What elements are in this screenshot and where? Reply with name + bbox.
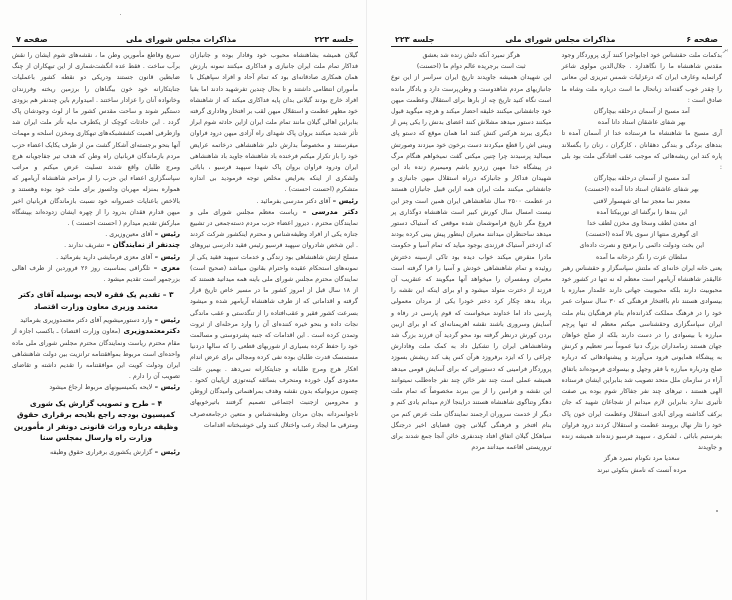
columns	[391, 50, 722, 476]
speaker-name: رئیس –	[152, 447, 180, 456]
scan-speck	[120, 14, 121, 15]
speech-text: آقای معین‌وزیری .	[105, 231, 153, 239]
verse-line: سعدیا مرد نکونام نمیرد هرگز	[603, 455, 680, 463]
speech-paragraph	[12, 315, 180, 326]
speaker-name: رئیس –	[152, 252, 180, 261]
verse-line: بهر شفای عاشقان استاد دانا آمده (احسنت)	[584, 186, 699, 194]
column-right	[190, 50, 358, 458]
speaker-name: چندنفر از نمایندگان –	[104, 241, 180, 250]
page-number: صفحه ۷	[16, 35, 48, 44]
body-paragraph: سریع وقاطع مأمورین وطن ما ، نقشه‌های شوم ایشان را نقش برآب ساخت . فقط عده انگشت‌شماری از این تبهکاران از چنگ ضابطین قانون جستند ودریکی دو نقطه کشور باعملیات جنایتکارانه خود خون بیگناهان را برزمین ریخته وفرزندان وخانواده آنان را عزادار ساختند . امیدوارم باین چندنفر هم بزودی دستگیر شوند و ساحت مقدس کشور ما از لوث وجودشان پاک گردد . این حادثات کوچک از یکطرف مایه تأثر ملت ایران شد وازطرفی اهمیت کشفشبکه‌های تبهکاری ومخزن اسلحه و مهمات آنها بنحو برجسته‌ای آشکار گشت من از طرف یکایک اعضاء حزب مردم بازماندگان قربانیان راه وطن که هدف تیر جفاجویانه هرج ومرج طلبان واقع شدند تسلیت عرض میکنم و مراتب سپاسگزاری اعضاء این حزب را از مراحم شاهنشاه آریامهر که همواره بمنزله مهربان ودلسوز برای ملت خود بوده وهستند و بالاخص باعنایات خسروانه خود نسبت بازماندگان قربانیان اخیر میهن قدارم فقدان بدرود را از چهره ایشان زدوده‌اند بپیشگاه مبارکش تقدیم میدارم ( احسنت احسنت ) .	[12, 52, 180, 228]
running-title: مذاکرات مجلس شورای ملی	[126, 35, 237, 44]
scan-speck	[716, 510, 718, 512]
verse-line: بهر شفای عاشقان استاد دانا آمده	[597, 119, 686, 127]
speech-paragraph	[12, 382, 180, 393]
speech-text: آقای دکتر مدرسی بفرمائید .	[256, 197, 331, 205]
speech-paragraph	[12, 447, 180, 458]
speech-text: ریاست معظم مجلس شورای ملی و نمایندگان محترم ، دیروز اعضاء حزب مردم دسته‌جمعی در تشییع جنازه یکی از افراد وظیفه‌شناس و محترم اینکشور شرکت کردند . این شخص شادروان سپهبد فرسیو رئیس فقید دادرسی نیروهای مسلح ارتش شاهنشاهی بود زندگی و خدمات سپهبد فقید یکی از نمونه‌های استحکام عقیده واحترام بقانون میباشد (صحیح است) نمایندگان محترم مجلس شورای ملی باینه همه میدانید هستند که از ۱۸ سال قبل از امروز کشور ما در مسیر خاص تاریخ قرار گرفته و اقداماتی که از طرف شاهنشاه آریامهر شده و میشود بسرعت کشور فقیر و عقب‌افتاده را از تنگدستی و عقب ماندگی نجات داده و بنحو خیره کننده‌ای آن را وارد مرحله‌ای از ثروت وتمدن کرده است . این اقدامات که جنبه پشردوستی و مسالمت خود را حفظ کرده بسیاری از شوربهای قطعی را که سالها دردنیا مستمسک قدرت طلبان بوده نفی کرده ومجالی برای عرض اندام افکار هرج ومرج طلبانه و جنایتکارانه نمی‌دهد . بهمین علت معدودی گول خورده ومنحرف بسائقه کینه‌توزی ازپایبان کحود . چسون مزبوانیکه بدون نقشه وهدف بمراهنماتی وامیدگان ازوطن و محرومین ازجنبت اجتماعی تصمیم گرفتند باتیرخوبهای ناجوانمردانه بجان مردان وظیفه‌شناس و متعین درجامعه‌صرف ومترقی ما ایجاد رعب واختلال کنند ولی خوشبختانه اقدامات	[190, 208, 358, 429]
running-title: مذاکرات مجلس شورای ملی	[505, 35, 616, 44]
column-right	[562, 50, 723, 476]
speaker-name: رئیس –	[152, 316, 180, 325]
verse-line: معجز نما معجز نما ای شهسوار لافتی	[593, 197, 691, 205]
speech-paragraph	[12, 263, 180, 285]
verse-line: این بندها را برگشا ای نوربیکتا آمده	[596, 208, 687, 216]
body-paragraph: این شهیدان همیشه جاویدند تاریخ ایران سراسر از این نوع جانبازیهای مردم شاهدوست و وطن‌پرست دارد و یادگار مانده است نگاه کنید تاریخ چه از بارها برای استقلال وعظمت میهن خود جانفشانی میکنند خلیفه احضار میکند و هرچه میگوید قبول میکنند دستور میدهد مشلاش کنند اعضای بدنش را یکی پس از دیگری ببرند هرکس کنش کنند اما همان موقع که دستو پای وبینی اش را قطع میکردند دست برخون خود میزدند وصورتش میمالید پرسیدند چرا چنین میکنی گفت نمیخواهم هنگام مرگ در پیشگاه خدا مهین زردرو باشم ومیمیرم زنده باد این شهیدان فداکار و جانبازکه درراه استقلال میهن جانبازی و جانفشانی میکنند ملت ایران همه ازاین قبیل جانبازان هستند در عظمت ۲۵۰۰ سال شاهنشاهی ایران همین است وجز این نیست امسال سال کورش کبیر است شاهنشاه دوگذاری پر فروغ مگر تاریخ فراموشمان شده موقعی که آستیاک دستور میدهد ساحنظران میدانند معبران اینطور پیش بینی کرده بودند که ازدختر آستیاک فرزندی بوجود میاید که تمام آسیا و حکومت مادرا منقرض میکند خواب دیده بود تاکی ازسینه دخترش روئیده و تمام شاهنشاهی خودش و آسیا را فرا گرفته است معبران ومفسران را میخواهد آنها میگویند که عنقریب آن فرزند از دخترت متولد میشود و او برای اینکه این نقشه را برباد بدهد چکار کرد دختر خودرا یکی از مردان معمولی پارسی داد اما خداوند میخواست که قوم پارسی در رفاه و آسایش وسروری باشند نقشه اهریمنانه‌ای که او برای ازبین بردن کورش درنظر گرفته بود محو گردید آن فرزند بزرگ شد وشاهنشاهی ایران را تشکیل داد به کمک ملت وفادارش چراغی را که ایزد برفروزد هرآن کس پف کند ریشش بسوزد پروردگار فرامینی که دستوراتی که برای آسایش قومی میدهد همیشه عملی است چند نفر خائن چند نفر جاه‌طلب نمیتوانند این نقشه و فرامین را از بین ببرند مخصوصاً که تمام ملت دهگر وتناگوی شاهنشاه هستند دراینجا لازم میدانم یادی کنم و دیگر از خدمت سروران ارجمند نمایندگان ملت عرض کنم من بنام افتخر و فرهنگی گیلانی چون قضایای اخیر درجنگل سیاهکل گیلان اتفاق افتاد چندنفری خائن آنجا جمع شدند برای تروریستی اقاعمه میدانند مردم	[391, 74, 552, 452]
verse-line: ای معدن لطف وسخا وی مخزن لطف خدا	[587, 220, 697, 228]
page-6	[366, 0, 732, 600]
verse-line: این بخت ودولت دائمی را برفتح و نصرت داده‌ای	[579, 242, 704, 250]
speech-paragraph	[190, 196, 358, 207]
speaker-name: رئیس –	[330, 196, 358, 205]
verse-line: ای گوهری منتها از سوی بالا آمده (احسنت)	[585, 231, 698, 239]
speech-text: (معاون وزارت اقتصاد) ـ باکسب اجازه از مقام محترم ریاست ونمایندگان محترم مجلس شورای ملی ماده واحده‌ای است مربوط بموافقتنامه ترانزیت بین دولت شاهنشاهی ایران ودولت کویت این موافقتنامه را تقدیم داشته و تقاضای تصویب آن را دارم .	[12, 328, 180, 381]
speech-text: وارد دستورمیشویم آقای دکتر معتمدوزیری بفرمائید	[20, 317, 153, 325]
verse-line: هرگز نمیرد آنکه دلش زنده شد بعشق	[422, 52, 521, 59]
speech-text: لایحه بکمیسیونهای مربوط ارجاع میشود	[49, 384, 153, 392]
speech-paragraph	[12, 240, 180, 251]
speech-paragraph	[12, 326, 180, 382]
speaker-name: رئیس –	[152, 230, 180, 239]
verse-line: مرده آنست که نامش بنکوئی نبرند	[597, 466, 687, 474]
speaker-name: دکترمعتمدوزیری	[120, 327, 180, 336]
speech-paragraph	[190, 207, 358, 431]
page-header	[391, 32, 722, 47]
body-paragraph: گیلان همیشه بشاهنشاه محبوب خود وفادار بوده و جانبازان فداکار تمام ملت ایران جانبازی و فداکاری میکنند نمونه بارزش همان همکاری صادقانه‌ای بود که تمام آحاد و افراد سپاهیکل با مأموران انتظامی داشتند و تا بحال چندین تفرشهید دادند اما بقیا افراد خارج بودند گیلانی بدان پایه فداکاری میکند که از شاهنشاه خود مظهر عظمت و استقلال میهن لقب بر افتخار وفاداری گرفته بنابراین اهالی گیلان مانند تمام ملت ایران ازاین حادثه شوم ابراز تأثر شدید میکنند بروان پاک شهدای راه آزادی میهن درود فراوان میفرستند و مخصوصاً بدارش دلیر شاهنشاهی درخاتمه عرایض خود را باز تکرار میکنم فرخنده باد شاهنشاه جاوید باد شاهنشاهی ایران ودرود فراوان بروان پاک شهدا سپهبد فرسیو ، بابائی ولشکری از اینکه بعرایض مخلص توجه فرمودید بی اندازه متشکرم (احسنت احسنت) .	[190, 52, 358, 194]
speaker-name: رئیس –	[152, 383, 180, 392]
speech-paragraph	[12, 252, 180, 263]
verse-line: آمد مسیح از آسمان درحلقه بیچارگان	[593, 108, 690, 116]
session-number: جلسه ۲۲۳	[395, 35, 435, 44]
column-left	[12, 50, 180, 458]
margin-mark: بر	[723, 46, 728, 53]
column-left	[391, 50, 552, 476]
page-header	[12, 32, 358, 47]
speech-paragraph	[12, 229, 180, 240]
speech-text: آقای معزی فرمایشی دارید بفرمائید .	[56, 253, 153, 261]
speech-text: تلگرافی بمناسبت روز ۲۶ فروردین از طرف اهالی بزرجمهر است تقدیم میشود .	[12, 264, 180, 284]
session-number: جلسه ۲۲۳	[314, 35, 354, 44]
agenda-item-title: ۳ – تقدیم یک فقره لایحه بوسیله آقای دکتر معتمد وزیری معاون وزارت اقتصاد	[18, 290, 174, 311]
speaker-name: دکتر مدرسی –	[297, 207, 358, 216]
speech-text: گزارش یکشوری برقراری حقوق وظیفه	[50, 448, 153, 456]
body-paragraph: بدکمات ملت حقشناس خود اجابواجرا کنند آری پروردگار وجود مقدس شاهنشاه ما را نگاهدارد . جلال‌الدین مولوی شاعر گرانمایه وعارف ایران که درغزلیات شمس تبریزی این معانی را چقدر خوب گفته‌اند زبانحال ما است درباره ملت وشاه ما صادق است :	[561, 52, 722, 104]
verse-line: آمد مسیح از آسمان درحلقه بیچارگان	[593, 175, 690, 183]
body-paragraph: آری مسیح ما شاهنشاه ما فرستاده خدا از آسمان آمده تا بندهای بردگی و بندگی دهقانان ، کارگران ، زنان را بگسلاند پاره کند این ریشه‌هائی که موجب عقب افتادگی ملت بود بلی :	[561, 130, 722, 172]
columns	[12, 50, 358, 458]
speech-text: تشریف ندارند .	[64, 242, 105, 250]
agenda-item-title: ۴ – طرح و تصویب گزارش یک شوری کمیسیون بودجه راجع بلایحه برقراری حقوق وظیفه درباره وراث قانونی دونفر از مأمورین وزارت راه وارسال بمجلس سنا	[13, 398, 179, 443]
speaker-name: معزی –	[150, 263, 180, 272]
page-number: صفحه ۶	[686, 35, 718, 44]
verse-line: سلطان عزت را نگر درخانه ما آمده	[595, 253, 688, 261]
verse-line: ثبت است برجریده عالم دوام ما (احسنت)	[416, 63, 526, 71]
body-paragraph: یعنی خانه ایران خانه‌ای که ملتش سپاسگزار و حقشناس رهبر عالیقدر شاهنشاه آریامهر است معظم له نه تنها در کشور خود محبوبیت دارند بلکه محبوبیت جهانی دارند علمدار مبارزه با بیسوادی هستند نام باافتخار فرهنگی که ۳۰ سال سنوات عمر خود را در فرهنگ مملکت گذرانده‌ام بنام فرهنگیان بنام ملت ایران سپاسگزاری وحقشناسی میکنم معظم له تنها پرچم مبارزه با بیسوادی را در دست دارند بلکه از صلح خواهان جهان هستند زمامداران بزرگ دنیا عموماً سر تعظیم و کرنش به پیشگاه همایونی فرود می‌آورند و پیشنهادهائی که درباره صلح ودرباره مبارزه با فقر وجهل و بیسوادی فرموده‌اند باتفاق آراء در سازمان ملل متحد تصویب شد بنابراین ایشان فرستاده الهی هستند ، تیرهای چند نفر جفاکار شوم بوده یی صفت تأثیری ندارد بنابراین لازم میدانم از شجاعان شهید که جان برکف گذاشته وبرای آبادی استقلال وعظمت ایران خون پاک خود را نثار نهال برومند عظمت و استقلال کردند درود فراوان بفرستیم بابائی ، لشکری ، سپهبد فرسیو زنده‌اند همیشه زنده و جاویدند	[561, 264, 722, 452]
